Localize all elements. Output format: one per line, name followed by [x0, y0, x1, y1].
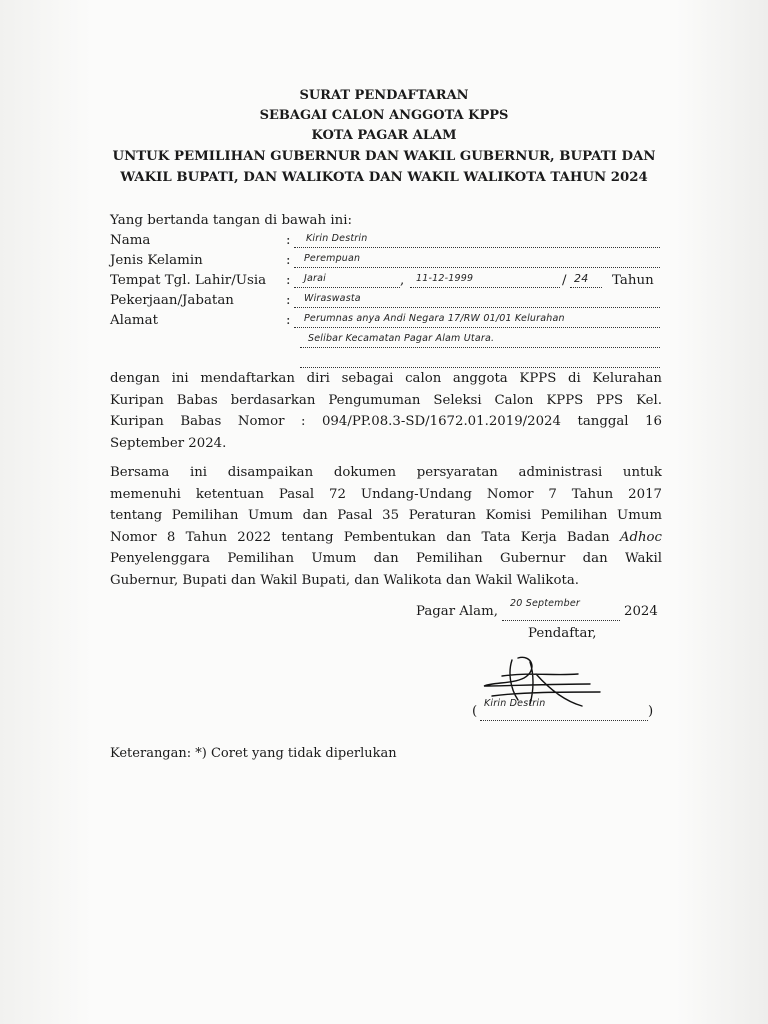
footnote: Keterangan: *) Coret yang tidak diperlukan	[110, 746, 397, 761]
close-paren: )	[648, 704, 654, 719]
colon: :	[286, 313, 291, 328]
dotted-line	[300, 353, 660, 368]
paragraph-line: September 2024.	[110, 435, 227, 451]
value-jenis-kelamin: Perempuan	[304, 253, 361, 264]
paragraph-registration	[110, 368, 662, 454]
intro-text: Yang bertanda tangan di bawah ini:	[110, 213, 353, 228]
label-ttl: Tempat Tgl. Lahir/Usia	[110, 273, 267, 288]
paragraph-line: dengan ini mendaftarkan diri sebagai calon anggota KPPS di Kelurahan	[110, 371, 662, 386]
title-line-4: UNTUK PEMILIHAN GUBERNUR DAN WAKIL GUBERNUR, BUPATI DAN	[112, 149, 656, 164]
signoff-name: Kirin Destrin	[484, 698, 546, 709]
label-alamat: Alamat	[110, 313, 158, 328]
colon: :	[286, 233, 291, 248]
paragraph-line: Kuripan Babas berdasarkan Pengumuman Seleksi Calon KPPS PPS Kel.	[110, 392, 662, 408]
paragraph-line: memenuhi ketentuan Pasal 72 Undang-Undang Nomor 7 Tahun 2017	[110, 486, 662, 502]
field-nama	[110, 231, 670, 251]
applicant-fields	[110, 211, 670, 371]
paragraph-line: tentang Pemilihan Umum dan Pasal 35 Peraturan Komisi Pemilihan Umum	[110, 508, 662, 523]
signoff-year: 2024	[624, 604, 658, 619]
paragraph-documents	[110, 462, 662, 591]
title-line-1: SURAT PENDAFTARAN	[299, 88, 469, 103]
signoff-place: Pagar Alam,	[416, 604, 498, 619]
field-alamat-line-2	[110, 331, 670, 351]
field-jenis-kelamin	[110, 251, 670, 271]
value-alamat-1: Perumnas anya Andi Negara 17/RW 01/01 Kelurahan	[304, 313, 565, 324]
adhoc-italic: Adhoc	[619, 529, 662, 545]
open-paren: (	[472, 704, 478, 719]
slash: /	[562, 273, 567, 288]
signoff-role: Pendaftar,	[528, 626, 597, 641]
paragraph-line-part: Nomor 8 Tahun 2022 tentang Pembentukan dan Tata Kerja Badan	[110, 529, 620, 545]
paragraph-line: Gubernur, Bupati dan Wakil Bupati, dan Walikota dan Wakil Walikota.	[110, 572, 579, 588]
paragraph-line	[110, 527, 662, 549]
paragraph-line: Penyelenggara Pemilihan Umum dan Pemilihan Gubernur dan Wakil	[110, 551, 662, 566]
title-line-5: WAKIL BUPATI, DAN WALIKOTA DAN WAKIL WALIKOTA TAHUN 2024	[120, 170, 648, 185]
label-tahun: Tahun	[612, 273, 654, 288]
field-pekerjaan	[110, 291, 670, 311]
value-tempat-lahir: Jarai	[304, 273, 326, 284]
comma: ,	[400, 273, 405, 288]
title-line-2: SEBAGAI CALON ANGGOTA KPPS	[259, 108, 509, 123]
paragraph-line: Kuripan Babas Nomor : 094/PP.08.3-SD/1672.01.2019/2024 tanggal 16	[110, 414, 662, 429]
value-nama: Kirin Destrin	[306, 233, 368, 244]
field-ttl	[110, 271, 670, 291]
colon: :	[286, 293, 291, 308]
label-jenis-kelamin: Jenis Kelamin	[110, 253, 203, 268]
value-pekerjaan: Wiraswasta	[304, 293, 361, 304]
title-line-3: KOTA PAGAR ALAM	[311, 128, 457, 143]
value-usia: 24	[574, 272, 589, 285]
label-pekerjaan: Pekerjaan/Jabatan	[110, 293, 234, 308]
label-nama: Nama	[110, 233, 151, 248]
signoff-date: 20 September	[510, 598, 581, 609]
colon: :	[286, 253, 291, 268]
field-alamat	[110, 311, 670, 331]
value-tanggal-lahir: 11-12-1999	[416, 273, 474, 284]
paragraph-line: Bersama ini disampaikan dokumen persyaratan administrasi untuk	[110, 465, 662, 480]
value-alamat-2: Selibar Kecamatan Pagar Alam Utara.	[308, 333, 495, 344]
colon: :	[286, 273, 291, 288]
document-title	[0, 86, 768, 188]
